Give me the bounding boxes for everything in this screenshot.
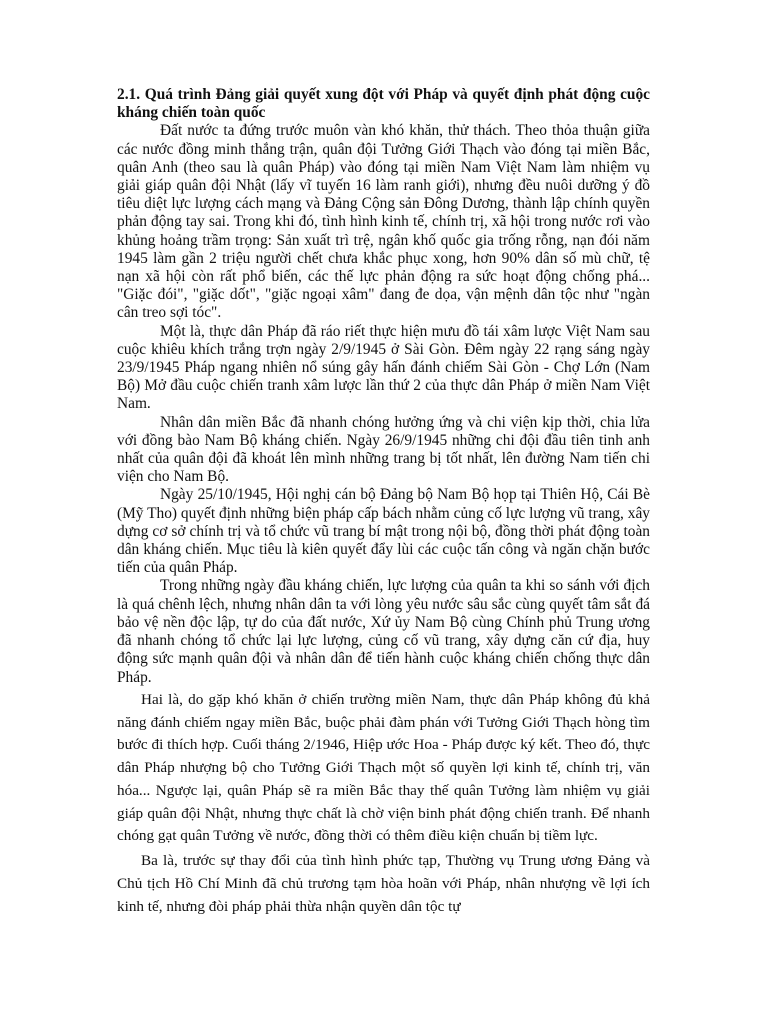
document-page: [117, 86, 650, 919]
paragraph-north-support: Nhân dân miền Bắc đã nhanh chóng hưởng ứng và chi viện kịp thời, chia lửa với đồng bào Nam Bộ kháng chiến. Ngày 26/9/1945 những chi đội đầu tiên tinh anh nhất của quân đội đã khoát lên mình những trang bị tốt nhất, lên đường Nam tiến chi viện cho Nam Bộ.: [117, 413, 650, 486]
paragraph-situation: Đất nước ta đứng trước muôn vàn khó khăn, thử thách. Theo thỏa thuận giữa các nước đồng minh thắng trận, quân đội Tưởng Giới Thạch vào đóng tại miền Bắc, quân Anh (theo sau là quân Pháp) vào đóng tại miền Nam Việt Nam làm nhiệm vụ giải giáp quân đội Nhật (lấy vĩ tuyến 16 làm ranh giới), nhưng đều nuôi dưỡng ý đồ tiêu diệt lực lượng cách mạng và Đảng Cộng sản Đông Dương, thành lập chính quyền phản động tay sai. Trong khi đó, tình hình kinh tế, chính trị, xã hội trong nước rơi vào khủng hoảng trầm trọng: Sản xuất trì trệ, ngân khố quốc gia trống rỗng, nạn đói năm 1945 làm gần 2 triệu người chết chưa khắc phục xong, hơn 90% dân số mù chữ, tệ nạn xã hội còn rất phổ biến, các thế lực phản động ra sức hoạt động chống phá... "Giặc đói", "giặc dốt", "giặc ngoại xâm" đang đe dọa, vận mệnh dân tộc như "ngàn cân treo sợi tóc".: [117, 122, 650, 322]
paragraph-third-point: Ba là, trước sự thay đổi của tình hình phức tạp, Thường vụ Trung ương Đảng và Chủ tịch Hồ Chí Minh đã chủ trương tạm hòa hoãn với Pháp, nhân nhượng về lợi ích kinh tế, nhưng đòi pháp phải thừa nhận quyền dân tộc tự: [117, 852, 650, 915]
paragraph-second-point: Hai là, do gặp khó khăn ở chiến trường miền Nam, thực dân Pháp không đủ khả năng đánh chiếm ngay miền Bắc, buộc phải đàm phán với Tưởng Giới Thạch hòng tìm bước đi thích hợp. Cuối tháng 2/1946, Hiệp ước Hoa - Pháp được ký kết. Theo đó, thực dân Pháp nhượng bộ cho Tưởng Giới Thạch một số quyền lợi kinh tế, chính trị, văn hóa... Ngược lại, quân Pháp sẽ ra miền Bắc thay thế quân Tưởng làm nhiệm vụ giải giáp quân đội Nhật, nhưng thực chất là chờ viện binh phát động chiến tranh. Để nhanh chóng gạt quân Tưởng về nước, đồng thời có thêm điều kiện chuẩn bị tiềm lực.: [117, 690, 650, 845]
paragraph-first-point: Một là, thực dân Pháp đã ráo riết thực hiện mưu đồ tái xâm lược Việt Nam sau cuộc khiêu khích trắng trợn ngày 2/9/1945 ở Sài Gòn. Đêm ngày 22 rạng sáng ngày 23/9/1945 Pháp ngang nhiên nổ súng gây hấn đánh chiếm Sài Gòn - Chợ Lớn (Nam Bộ) Mở đầu cuộc chiến tranh xâm lược lần thứ 2 của thực dân Pháp ở miền Nam Việt Nam.: [117, 322, 650, 413]
section-title: 2.1. Quá trình Đảng giải quyết xung đột với Pháp và quyết định phát động cuộc kháng chiến toàn quốc: [117, 86, 650, 122]
paragraph-early-resistance: Trong những ngày đầu kháng chiến, lực lượng của quân ta khi so sánh với địch là quá chênh lệch, nhưng nhân dân ta với lòng yêu nước sâu sắc cùng quyết tâm sắt đá bảo vệ nền độc lập, tự do của đất nước, Xứ ủy Nam Bộ cùng Chính phủ Trung ương đã nhanh chóng tổ chức lại lực lượng, củng cố vũ trang, xây dựng căn cứ địa, huy động sức mạnh quân đội và nhân dân để tiến hành cuộc kháng chiến chống thực dân Pháp.: [117, 577, 650, 686]
paragraph-conference: Ngày 25/10/1945, Hội nghị cán bộ Đảng bộ Nam Bộ họp tại Thiên Hộ, Cái Bè (Mỹ Tho) quyết định những biện pháp cấp bách nhằm củng cố lực lượng vũ trang, xây dựng cơ sở chính trị và tổ chức vũ trang bí mật trong nội bộ, đồng thời phát động toàn dân kháng chiến. Mục tiêu là kiên quyết đẩy lùi các cuộc tấn công và ngăn chặn bước tiến của quân Pháp.: [117, 486, 650, 577]
